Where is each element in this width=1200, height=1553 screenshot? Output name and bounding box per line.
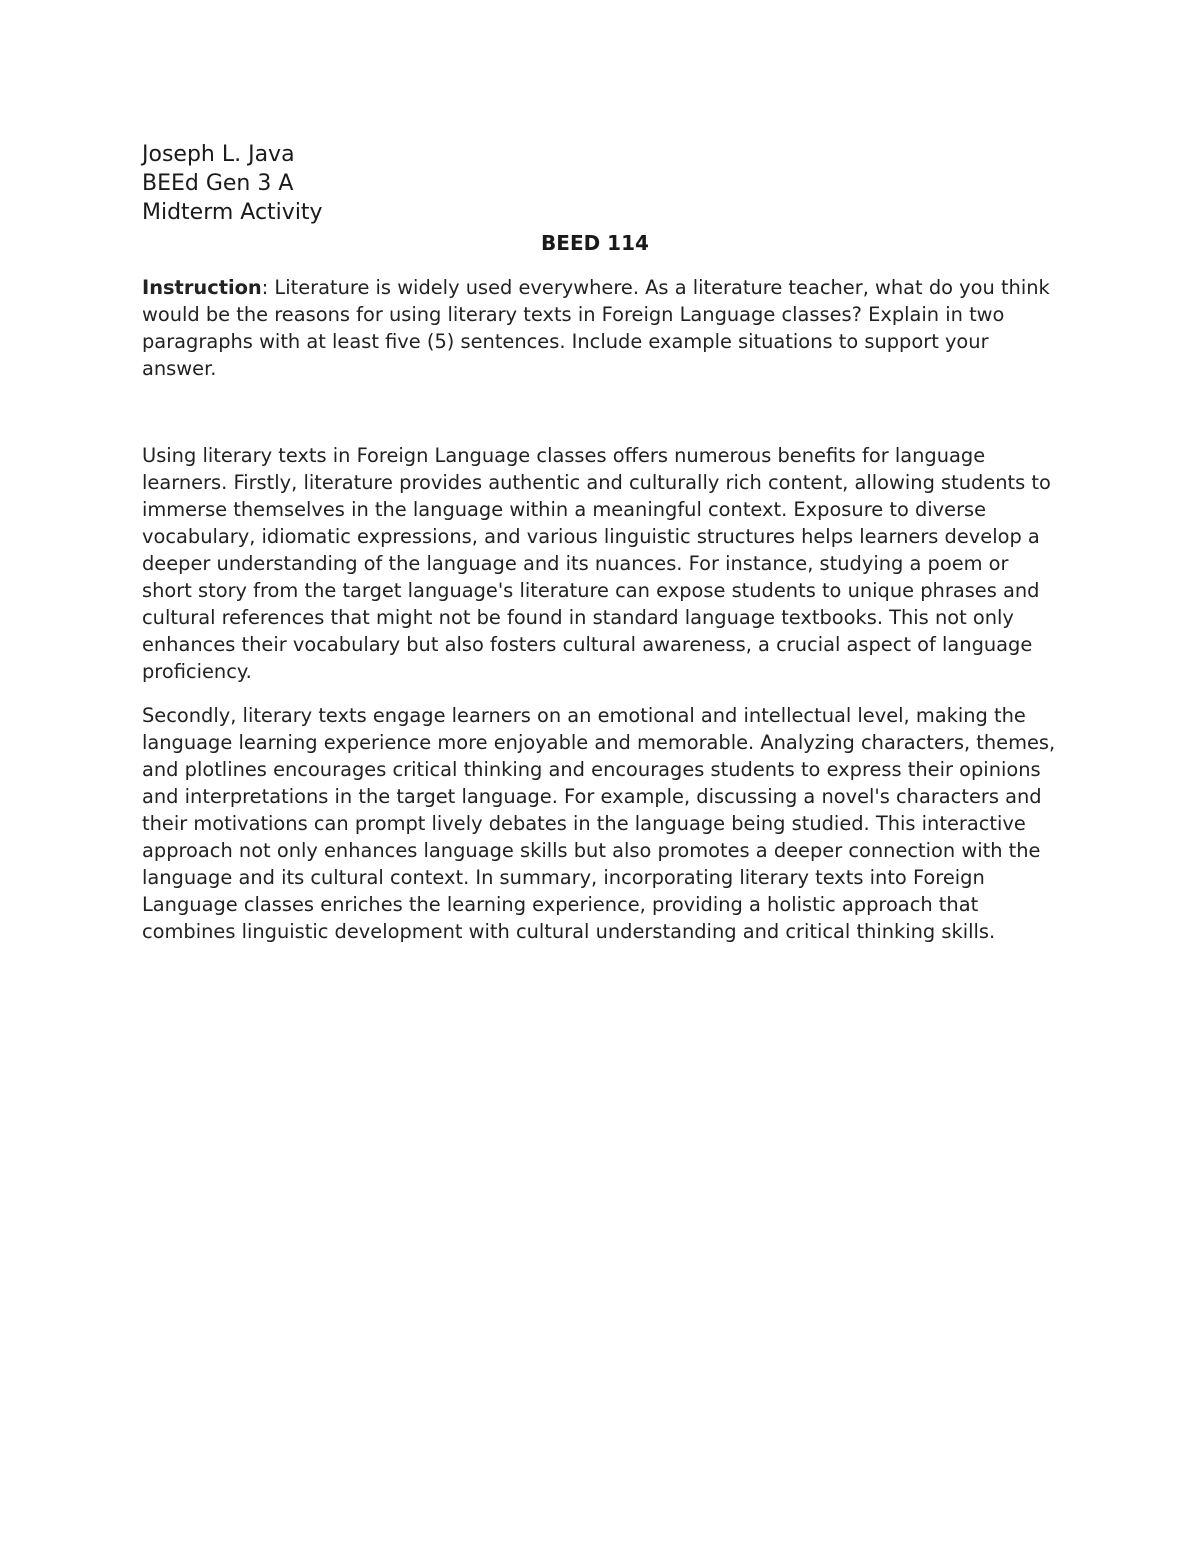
answer-paragraph-2: Secondly, literary texts engage learners on an emotional and intellectual level, making the language learning experience more enjoyable and memorable. Analyzing characters, themes, and plotlines encourages critical thinking and encourages students to express their opinions and interpretations in the target language. For example, discussing a novel's characters and their motivations can prompt lively debates in the language being studied. This interactive approach not only enhances language skills but also promotes a deeper connection with the language and its cultural context. In summary, incorporating literary texts into Foreign Language classes enriches the learning experience, providing a holistic approach that combines linguistic development with cultural understanding and critical thinking skills. (142, 704, 1056, 943)
instruction-label: Instruction (142, 276, 262, 299)
activity-title: Midterm Activity (142, 200, 323, 225)
document-content (142, 140, 1062, 945)
student-name: Joseph L. Java (142, 142, 295, 167)
course-title: BEED 114 (541, 231, 649, 255)
student-section: BEEd Gen 3 A (142, 171, 294, 196)
answer-paragraph-1: Using literary texts in Foreign Language classes offers numerous benefits for language learners. Firstly, literature provides authentic and culturally rich content, allowing students to immerse themselves in the language within a meaningful context. Exposure to diverse vocabulary, idiomatic expressions, and various linguistic structures helps learners develop a deeper understanding of the language and its nuances. For instance, studying a poem or short story from the target language's literature can expose students to unique phrases and cultural references that might not be found in standard language textbooks. This not only enhances their vocabulary but also fosters cultural awareness, a crucial aspect of language proficiency. (142, 444, 1051, 683)
instruction-paragraph (142, 274, 1062, 382)
instruction-text: : Literature is widely used everywhere. As a literature teacher, what do you think would be the reasons for using literary texts in Foreign Language classes? Explain in two paragraphs with at least five (5) sentences. Include example situations to support your answer. (142, 276, 1050, 380)
document-header (142, 140, 1062, 258)
